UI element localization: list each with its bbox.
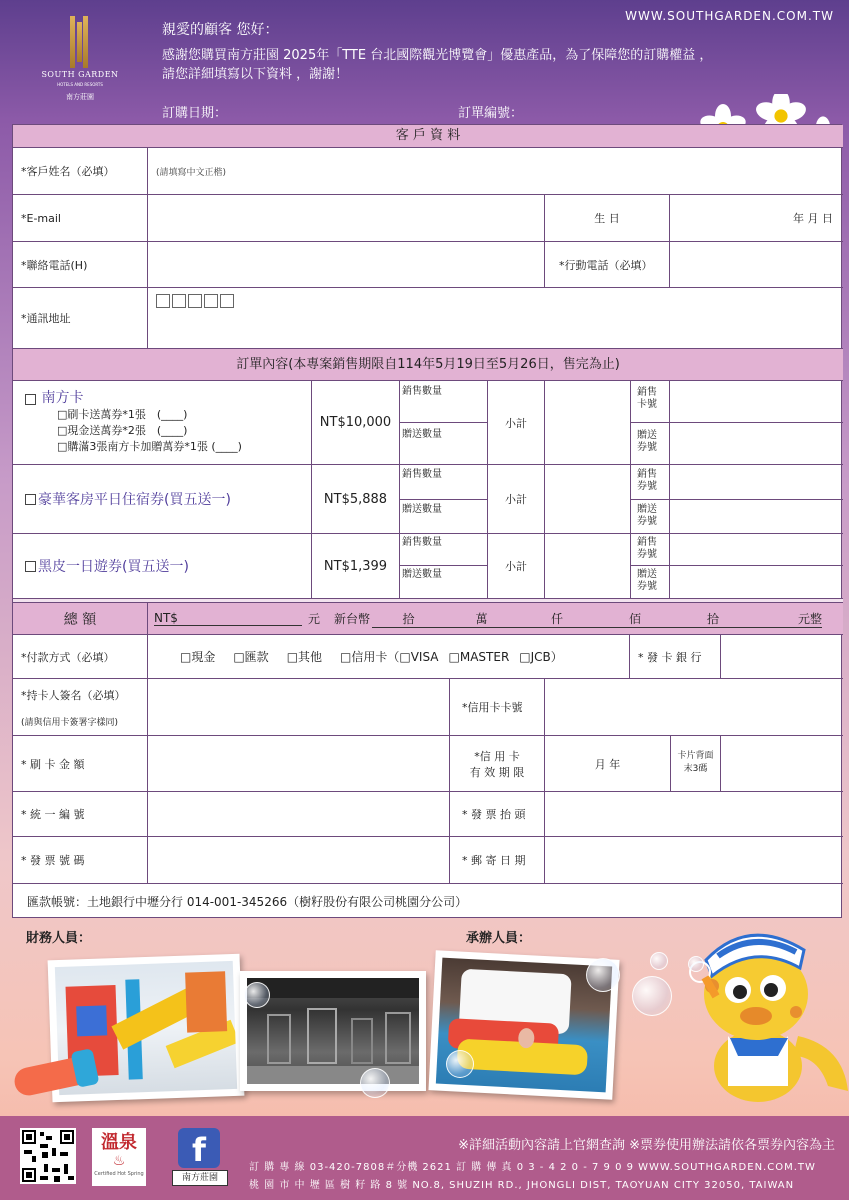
product-name: 黑皮一日遊券(買五送一) (38, 559, 189, 575)
hot-spring-label: Certified Hot Spring (94, 1171, 144, 1177)
email-row (13, 195, 843, 242)
qty-cell (400, 381, 488, 464)
total-amount-field[interactable] (148, 603, 843, 634)
expiry-format: 月 年 (594, 757, 621, 771)
sale-card-no-label: 銷售卡號 (637, 387, 657, 410)
issuing-bank-label: * 發 卡 銀 行 (630, 635, 721, 678)
email-label: *E-mail (13, 195, 148, 241)
card-amount-label: * 刷 卡 金 額 (13, 736, 148, 791)
order-section-header (13, 349, 843, 381)
card-no-field[interactable] (670, 381, 843, 464)
intro-line-1: 感謝您購買南方莊園 2025年「TTE 台北國際觀光博覽會」優惠產品，為了保障您的訂購權益 ， (162, 48, 713, 63)
gift-voucher-no-label: 贈送券號 (637, 504, 657, 527)
qty-cell (400, 465, 488, 533)
footer-bar (0, 1116, 849, 1200)
mobile-field[interactable] (670, 242, 843, 287)
finance-staff-label: 財務人員： (26, 931, 92, 946)
south-garden-logo (40, 14, 120, 106)
total-unit: 萬 (445, 610, 518, 628)
card-amount-row (13, 736, 843, 792)
sale-qty-label: 銷售數量 (402, 469, 442, 480)
facebook-link[interactable] (172, 1128, 234, 1188)
order-form-table (12, 124, 842, 918)
hot-spring-icon (92, 1128, 146, 1186)
mail-date-field[interactable] (545, 837, 843, 883)
card-amount-field[interactable] (148, 736, 450, 791)
hot-spring-zh: 溫泉 (101, 1132, 137, 1153)
logo-mark-icon (70, 16, 88, 68)
cardholder-field[interactable] (148, 679, 450, 735)
voucher-no-cell (631, 465, 670, 533)
bubble-icon (244, 982, 270, 1008)
bank-account-text: 匯款帳號：土地銀行中壢分行 014-001-345266（樹籽股份有限公司桃園分公司） (27, 894, 468, 909)
tax-id-label: * 統 一 編 號 (13, 792, 148, 836)
invoice-no-label: * 發 票 號 碼 (13, 837, 148, 883)
bank-account-row (13, 884, 843, 918)
gift-qty-label: 贈送數量 (402, 504, 442, 515)
cvv-label-line1: 卡片背面 (677, 751, 714, 761)
product-price: NT$10,000 (312, 381, 400, 464)
invoice-title-field[interactable] (545, 792, 843, 836)
product-row-day-tour (13, 534, 843, 599)
total-label: 總 額 (13, 603, 148, 634)
customer-name-placeholder: (請填寫中文正楷) (156, 167, 227, 178)
total-nt-label: NT$ (154, 611, 302, 626)
footer-notes: ※詳細活動內容請上官網查詢 ※票券使用辦法請依各票券內容為主 (458, 1138, 835, 1153)
card-no-cell (631, 381, 670, 464)
sale-voucher-no-label: 銷售券號 (637, 537, 657, 560)
customer-section-header (13, 125, 843, 148)
bubble-icon (632, 976, 672, 1016)
customer-section-title: 客 戶 資 料 (395, 128, 461, 143)
greeting: 親愛的顧客 您好： (162, 22, 279, 38)
payment-option-jcb[interactable]: □JCB） (519, 650, 563, 664)
voucher-no-field[interactable] (670, 534, 843, 598)
subtotal-label: 小計 (488, 381, 545, 464)
expiry-field[interactable] (545, 736, 671, 791)
bubble-icon (586, 958, 620, 992)
mail-date-label: * 郵 寄 日 期 (450, 837, 545, 883)
payment-option-transfer[interactable]: □匯款 (233, 650, 269, 664)
phone-row (13, 242, 843, 288)
phone-field[interactable] (148, 242, 545, 287)
cardholder-label: *持卡人簽名（必填） (21, 688, 126, 702)
payment-option-credit-card[interactable]: □信用卡（□VISA (340, 650, 439, 664)
subtotal-field[interactable] (545, 534, 631, 598)
issuing-bank-field[interactable] (721, 635, 843, 678)
cvv-label-line2: 末3碼 (683, 764, 708, 774)
total-twd-label: 新台幣 (334, 612, 371, 626)
payment-method-row (13, 635, 843, 679)
email-field[interactable] (148, 195, 545, 241)
sale-qty-label: 銷售數量 (402, 386, 442, 397)
total-unit: 佰 (596, 610, 674, 628)
mobile-label: *行動電話（必填） (545, 242, 670, 287)
bubble-icon (446, 1050, 474, 1078)
subtotal-label: 小計 (488, 534, 545, 598)
product-price: NT$5,888 (312, 465, 400, 533)
birthday-field[interactable] (670, 195, 843, 241)
gift-voucher-no-label: 贈送券號 (637, 569, 657, 592)
gift-voucher-no-label: 贈送券號 (637, 430, 657, 453)
qr-code-icon[interactable] (20, 1128, 76, 1184)
hot-spring-mark-icon: ♨ (112, 1153, 126, 1169)
payment-option-other[interactable]: □其他 (286, 650, 323, 664)
expiry-label-line1: *信 用 卡 (474, 749, 520, 763)
payment-method-label: *付款方式（必填） (13, 635, 148, 678)
website-url-top[interactable]: WWW.SOUTHGARDEN.COM.TW (625, 9, 834, 23)
address-field[interactable] (148, 288, 843, 348)
product-cell (13, 465, 312, 533)
gift-qty-label: 贈送數量 (402, 569, 442, 580)
cardholder-note: (請與信用卡簽署字樣同) (21, 717, 119, 728)
cardholder-label-cell (13, 679, 148, 735)
product-cell (13, 381, 312, 464)
payment-option-cash[interactable]: □現金 (180, 650, 216, 664)
birthday-label: 生 日 (545, 195, 670, 241)
total-unit: 元整 (752, 610, 822, 628)
product-row-south-card (13, 381, 843, 465)
product-checkbox[interactable] (25, 394, 36, 405)
facebook-label: 南方莊園 (172, 1170, 228, 1186)
facebook-icon[interactable]: f (178, 1128, 220, 1168)
product-option[interactable]: □購滿3張南方卡加贈萬券*1張 (____) (57, 440, 242, 453)
customer-name-label: *客戶姓名（必填） (13, 148, 148, 194)
card-number-field[interactable] (545, 679, 843, 735)
expiry-label-cell (450, 736, 545, 791)
bubble-icon (650, 952, 668, 970)
customer-name-row (13, 148, 843, 195)
handler-staff-label: 承辦人員： (466, 931, 532, 946)
intro-line-2: 請您詳細填寫以下資料 ，謝謝！ (162, 67, 349, 82)
product-cell (13, 534, 312, 598)
total-unit: 拾 (372, 610, 445, 628)
logo-text-en: SOUTH GARDEN (41, 70, 119, 79)
sale-qty-label: 銷售數量 (402, 537, 442, 548)
product-name: 南方卡 (41, 390, 84, 406)
cvv-field[interactable] (721, 736, 843, 791)
invoice-no-field[interactable] (148, 837, 450, 883)
order-number-label: 訂單編號： (458, 106, 524, 121)
total-unit: 拾 (674, 610, 752, 628)
payment-option-master[interactable]: □MASTER (448, 649, 510, 664)
bubble-icon (360, 1068, 390, 1098)
cvv-label-cell (671, 736, 721, 791)
invoice-no-row (13, 837, 843, 884)
address-label: *通訊地址 (13, 288, 148, 348)
product-name: 豪華客房平日住宿券(買五送一) (38, 492, 231, 508)
voucher-no-cell (631, 534, 670, 598)
invoice-title-label: * 發 票 抬 頭 (450, 792, 545, 836)
footer-contact: 訂 購 專 線 03-420-7808＃分機 2621 訂 購 傳 真 0 3 - 4 2 0 - 7 9 0 9 WWW.SOUTHGARDEN.COM.TW (249, 1162, 816, 1173)
logo-text-zh: 南方莊園 (66, 93, 94, 101)
address-row (13, 288, 843, 349)
dinosaur-mascot-icon (678, 916, 849, 1106)
product-row-deluxe-room (13, 465, 843, 534)
subtotal-label: 小計 (488, 465, 545, 533)
logo-text-en-sub: HOTELS AND RESORTS (57, 82, 103, 87)
voucher-no-field[interactable] (670, 465, 843, 533)
order-section-title: 訂單內容(本專案銷售期限自114年5月19日至5月26日，售完為止) (236, 357, 620, 372)
qty-cell (400, 534, 488, 598)
postal-code-boxes[interactable] (156, 294, 236, 308)
tax-id-field[interactable] (148, 792, 450, 836)
footer-address: 桃 園 市 中 壢 區 樹 籽 路 8 號 NO.8, SHUZIH RD., JHONGLI DIST, TAOYUAN CITY 32050, TAIWAN (249, 1180, 795, 1191)
subtotal-field[interactable] (545, 465, 631, 533)
product-price: NT$1,399 (312, 534, 400, 598)
payment-options (148, 635, 630, 678)
total-unit: 仟 (518, 610, 596, 628)
bubble-icon (688, 956, 704, 972)
total-yuan-label: 元 (308, 612, 321, 626)
card-number-label: *信用卡卡號 (450, 679, 545, 735)
product-checkbox[interactable] (25, 561, 36, 572)
total-row (13, 603, 843, 635)
expiry-label-line2: 有 效 期 限 (469, 765, 525, 779)
cardholder-row (13, 679, 843, 736)
phone-label: *聯絡電話(H) (13, 242, 148, 287)
tax-id-row (13, 792, 843, 837)
product-option[interactable]: □現金送萬券*2張 (____) (57, 424, 188, 437)
subtotal-field[interactable] (545, 381, 631, 464)
product-checkbox[interactable] (25, 494, 36, 505)
sale-voucher-no-label: 銷售券號 (637, 469, 657, 492)
customer-name-field[interactable] (148, 148, 843, 194)
product-option[interactable]: □刷卡送萬券*1張 (____) (57, 408, 188, 421)
order-date-label: 訂購日期： (162, 106, 228, 121)
gift-qty-label: 贈送數量 (402, 429, 442, 440)
birthday-format: 年 月 日 (793, 212, 833, 225)
